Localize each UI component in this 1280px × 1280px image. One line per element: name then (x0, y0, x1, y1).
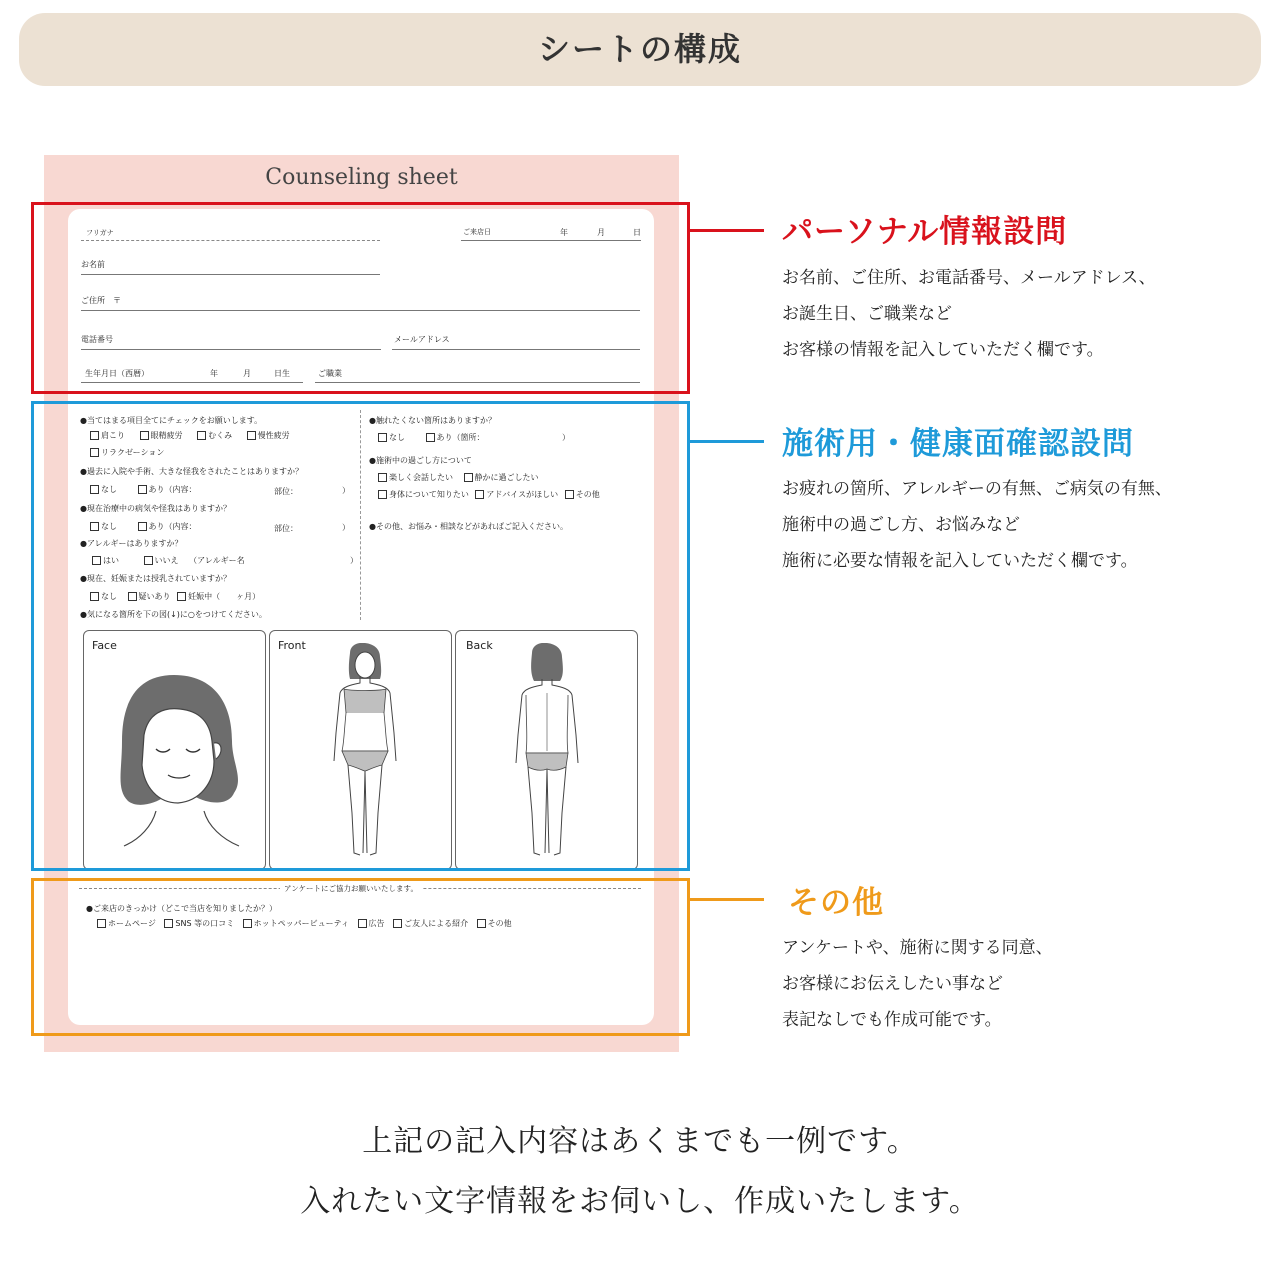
current-part: 部位： (274, 524, 298, 533)
pregnancy-options: なし 疑いあり 妊娠中（ ヶ月） (90, 591, 268, 602)
treatment-section-title: 施術用・健康面確認設問 (782, 426, 1134, 462)
survey-options: ホームページ SNS 等の口コミ ホットペッパービューティ 広告 ご友人による紹介 その他 (97, 918, 512, 929)
question-body-map: ●気になる箇所を下の図(↓)に○をつけてください。 (80, 610, 267, 619)
furigana-label: フリガナ (86, 229, 114, 237)
question-concerns: ●当てはまる項目全てにチェックをお願いします。 (80, 416, 263, 425)
name-label: お名前 (81, 260, 105, 269)
survey-question: ●ご来店のきっかけ（どこで当店を知りましたか？） (86, 904, 277, 913)
sheet-title: Counseling sheet (265, 165, 458, 190)
question-history: ●過去に入院や手術、大きな怪我をされたことはありますか？ (80, 467, 303, 476)
visit-day-label: 日 (633, 228, 641, 237)
history-part: 部位： (274, 487, 298, 496)
treatment-description: お疲れの箇所、アレルギーの有無、ご病気の有無、 施術中の過ごし方、お悩みなど 施術に必要な情報を記入していただく欄です。 (782, 479, 1172, 571)
front-label: Front (278, 639, 306, 652)
footer-line-1: 上記の記入内容はあくまでも一例です。 (362, 1124, 918, 1159)
other-frame (31, 878, 690, 1036)
treatment-connector (690, 440, 764, 443)
birth-day-label: 日生 (274, 369, 290, 378)
allergy-options: はい いいえ （アレルギー名 (92, 555, 245, 566)
face-label: Face (92, 639, 117, 652)
personal-description: お名前、ご住所、お電話番号、メールアドレス、 お誕生日、ご職業など お客様の情報を記入していただく欄です。 (782, 268, 1156, 360)
time-spent-options-row2: 身体について知りたい アドバイスがほしい その他 (378, 489, 600, 500)
email-label: メールアドレス (394, 335, 450, 344)
current-close: ） (342, 523, 350, 532)
address-label: ご住所 〒 (81, 296, 121, 305)
history-options: なし あり（内容： (90, 484, 197, 495)
occupation-label: ご職業 (318, 369, 342, 378)
concern-options: 肩こり 眼精疲労 むくみ 慢性疲労 (90, 430, 298, 441)
personal-connector (690, 229, 764, 232)
phone-label: 電話番号 (81, 335, 113, 344)
allergy-close: ） (350, 556, 358, 565)
visit-date-label: ご来店日 (463, 228, 491, 236)
other-description: アンケートや、施術に関する同意、 お客様にお伝えしたい事など 表記なしでも作成可能です。 (782, 938, 1053, 1030)
no-touch-close: ） (562, 433, 570, 442)
question-other-concerns: ●その他、お悩み・相談などがあればご記入ください。 (369, 522, 568, 531)
personal-frame (31, 202, 690, 394)
treatment-frame (31, 401, 690, 871)
back-label: Back (466, 639, 493, 652)
concern-options-row2: リラクゼーション (90, 447, 164, 458)
survey-header: アンケートにご協力お願いいたします。 (280, 883, 422, 894)
other-connector (690, 898, 764, 901)
visit-year-label: 年 (560, 228, 568, 237)
birthday-label: 生年月日（西暦） (85, 369, 149, 378)
personal-section-title: パーソナル情報設問 (782, 214, 1068, 250)
time-spent-options-row1: 楽しく会話したい 静かに過ごしたい (378, 472, 547, 483)
question-no-touch: ●触れたくない箇所はありますか？ (369, 416, 496, 425)
question-pregnancy: ●現在、妊娠または授乳されていますか？ (80, 574, 231, 583)
birth-month-label: 月 (243, 369, 251, 378)
visit-month-label: 月 (597, 228, 605, 237)
question-allergy: ●アレルギーはありますか？ (80, 539, 183, 548)
question-current-treatment: ●現在治療中の病気や怪我はありますか？ (80, 504, 231, 513)
other-section-title: その他 (788, 885, 884, 921)
question-time-spent: ●施術中の過ごし方について (369, 456, 472, 465)
history-close: ） (342, 486, 350, 495)
current-treatment-options: なし あり（内容： (90, 521, 197, 532)
page-title: シートの構成 (537, 30, 742, 68)
birth-year-label: 年 (210, 369, 218, 378)
no-touch-options: なし あり（箇所： (378, 432, 485, 443)
footer-line-2: 入れたい文字情報をお伺いし、作成いたします。 (300, 1184, 980, 1219)
